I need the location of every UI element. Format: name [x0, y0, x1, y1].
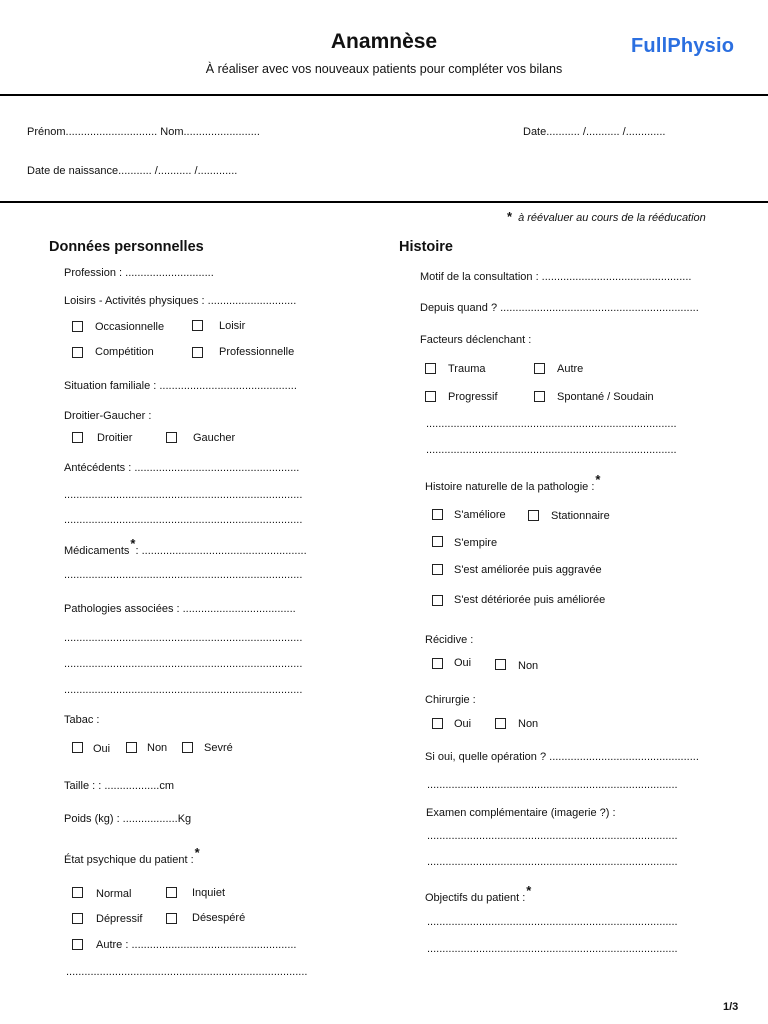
autre-field[interactable]: Autre : ...................................................... [96, 939, 297, 951]
progressif-label: Progressif [448, 391, 498, 403]
recidive-non-label: Non [518, 660, 539, 672]
chirurgie-oui-checkbox[interactable] [432, 718, 443, 729]
medicaments-line[interactable]: .............................................................................. [64, 569, 303, 581]
normal-label: Normal [96, 888, 132, 900]
stationnaire-label: Stationnaire [551, 510, 610, 522]
birthdate-field[interactable]: Date de naissance........... /........... /............. [27, 165, 238, 177]
pathologies-field[interactable]: Pathologies associées : ..................................... [64, 603, 296, 615]
situation-field[interactable]: Situation familiale : ............................................. [64, 380, 297, 392]
facteurs-line-1[interactable]: .................................................................................. [426, 418, 677, 430]
etat-line[interactable]: ............................................................................... [66, 966, 308, 978]
objectifs-line-2[interactable]: .................................................................................. [427, 943, 678, 955]
inquiet-checkbox[interactable] [166, 887, 177, 898]
header-divider [0, 94, 768, 96]
objectifs-label [425, 883, 532, 904]
tabac-non-label: Non [147, 742, 168, 754]
depressif-label: Dépressif [96, 913, 143, 925]
prenom-nom-field[interactable]: Prénom.............................. Nom......................... [27, 126, 260, 138]
examen-line-1[interactable]: .................................................................................. [427, 830, 678, 842]
chirurgie-label: Chirurgie : [425, 694, 476, 706]
recidive-non-checkbox[interactable] [495, 659, 506, 670]
competition-checkbox[interactable] [72, 347, 83, 358]
tabac-label: Tabac : [64, 714, 100, 726]
deteriore-ameliore-checkbox[interactable] [432, 595, 443, 606]
page-title: Anamnèse [330, 30, 438, 53]
page-subtitle: À réaliser avec vos nouveaux patients pour compléter vos bilans [205, 62, 563, 76]
gaucher-checkbox[interactable] [166, 432, 177, 443]
medicaments-dots: : ...................................................... [135, 545, 307, 557]
histoire-naturelle-label [425, 472, 601, 493]
desespere-label: Désespéré [192, 912, 246, 924]
tabac-oui-label: Oui [93, 743, 111, 755]
profession-field[interactable]: Profession : ............................. [64, 267, 214, 279]
medicaments-star: * [130, 536, 136, 551]
normal-checkbox[interactable] [72, 887, 83, 898]
stationnaire-checkbox[interactable] [528, 510, 539, 521]
chirurgie-non-checkbox[interactable] [495, 718, 506, 729]
facteurs-line-2[interactable]: .................................................................................. [426, 444, 677, 456]
pathologies-line-1[interactable]: .............................................................................. [64, 632, 303, 644]
occasionnelle-label: Occasionnelle [95, 321, 165, 333]
desespere-checkbox[interactable] [166, 913, 177, 924]
tabac-sevre-label: Sevré [204, 742, 233, 754]
ameliore-aggrave-checkbox[interactable] [432, 564, 443, 575]
si-oui-line[interactable]: .................................................................................. [427, 779, 678, 791]
recidive-label: Récidive : [425, 634, 474, 646]
recidive-oui-checkbox[interactable] [432, 658, 443, 669]
antecedents-field[interactable]: Antécédents : ...................................................... [64, 462, 300, 474]
histoire-label: Histoire naturelle de la pathologie : [425, 481, 595, 493]
ameliore-label: S'améliore [454, 509, 506, 521]
facteur-autre-checkbox[interactable] [534, 363, 545, 374]
pathologies-line-2[interactable]: .............................................................................. [64, 658, 303, 670]
professionnelle-checkbox[interactable] [192, 347, 203, 358]
chirurgie-oui-label: Oui [454, 718, 472, 730]
objectifs-text: Objectifs du patient : [425, 892, 526, 904]
taille-field[interactable]: Taille : : ..................cm [64, 780, 175, 792]
motif-field[interactable]: Motif de la consultation : ................................................. [420, 271, 692, 283]
deteriore-ameliore-label: S'est détériorée puis améliorée [454, 594, 606, 606]
droitier-label: Droitier [97, 432, 133, 444]
objectifs-line-1[interactable]: .................................................................................. [427, 916, 678, 928]
examen-label: Examen complémentaire (imagerie ?) : [426, 807, 616, 819]
droitier-gaucher-label: Droitier-Gaucher : [64, 410, 152, 422]
trauma-label: Trauma [448, 363, 486, 375]
histoire-title: Histoire [399, 239, 453, 255]
loisir-checkbox[interactable] [192, 320, 203, 331]
professionnelle-label: Professionnelle [219, 346, 295, 358]
examen-line-2[interactable]: .................................................................................. [427, 856, 678, 868]
etat-star: * [194, 845, 200, 860]
spontane-checkbox[interactable] [534, 391, 545, 402]
personal-data-title: Données personnelles [49, 239, 204, 255]
tabac-oui-checkbox[interactable] [72, 742, 83, 753]
chirurgie-non-label: Non [518, 718, 539, 730]
empire-checkbox[interactable] [432, 536, 443, 547]
date-field[interactable]: Date........... /........... /............. [523, 126, 666, 138]
page-number: 1/3 [723, 1001, 739, 1013]
brand-logo: FullPhysio [631, 35, 735, 57]
tabac-non-checkbox[interactable] [126, 742, 137, 753]
antecedents-line-2[interactable]: .............................................................................. [64, 514, 303, 526]
loisirs-field[interactable]: Loisirs - Activités physiques : ............................. [64, 295, 297, 307]
tabac-sevre-checkbox[interactable] [182, 742, 193, 753]
occasionnelle-checkbox[interactable] [72, 321, 83, 332]
poids-field[interactable]: Poids (kg) : ..................Kg [64, 813, 192, 825]
facteurs-label: Facteurs déclenchant : [420, 334, 532, 346]
si-oui-field[interactable]: Si oui, quelle opération ? ................................................. [425, 751, 699, 763]
identity-divider [0, 201, 768, 203]
loisir-label: Loisir [219, 320, 246, 332]
note-text: à réévaluer au cours de la rééducation [518, 212, 706, 224]
competition-label: Compétition [95, 346, 154, 358]
depressif-checkbox[interactable] [72, 913, 83, 924]
droitier-checkbox[interactable] [72, 432, 83, 443]
antecedents-line-1[interactable]: .............................................................................. [64, 489, 303, 501]
empire-label: S'empire [454, 537, 498, 549]
ameliore-checkbox[interactable] [432, 509, 443, 520]
spontane-label: Spontané / Soudain [557, 391, 654, 403]
autre-checkbox[interactable] [72, 939, 83, 950]
depuis-field[interactable]: Depuis quand ? ................................................................. [420, 302, 699, 314]
inquiet-label: Inquiet [192, 887, 226, 899]
medicaments-label: Médicaments [64, 545, 130, 557]
gaucher-label: Gaucher [193, 432, 236, 444]
reevaluate-note [507, 209, 706, 224]
pathologies-line-3[interactable]: .............................................................................. [64, 684, 303, 696]
note-star: * [507, 209, 513, 224]
recidive-oui-label: Oui [454, 657, 472, 669]
ameliore-aggrave-label: S'est améliorée puis aggravée [454, 564, 602, 576]
objectifs-star: * [526, 883, 532, 898]
medicaments-field[interactable] [64, 536, 307, 557]
progressif-checkbox[interactable] [425, 391, 436, 402]
facteur-autre-label: Autre [557, 363, 584, 375]
histoire-star: * [595, 472, 601, 487]
etat-label: État psychique du patient : [64, 854, 194, 866]
etat-psychique-label [64, 845, 200, 866]
trauma-checkbox[interactable] [425, 363, 436, 374]
